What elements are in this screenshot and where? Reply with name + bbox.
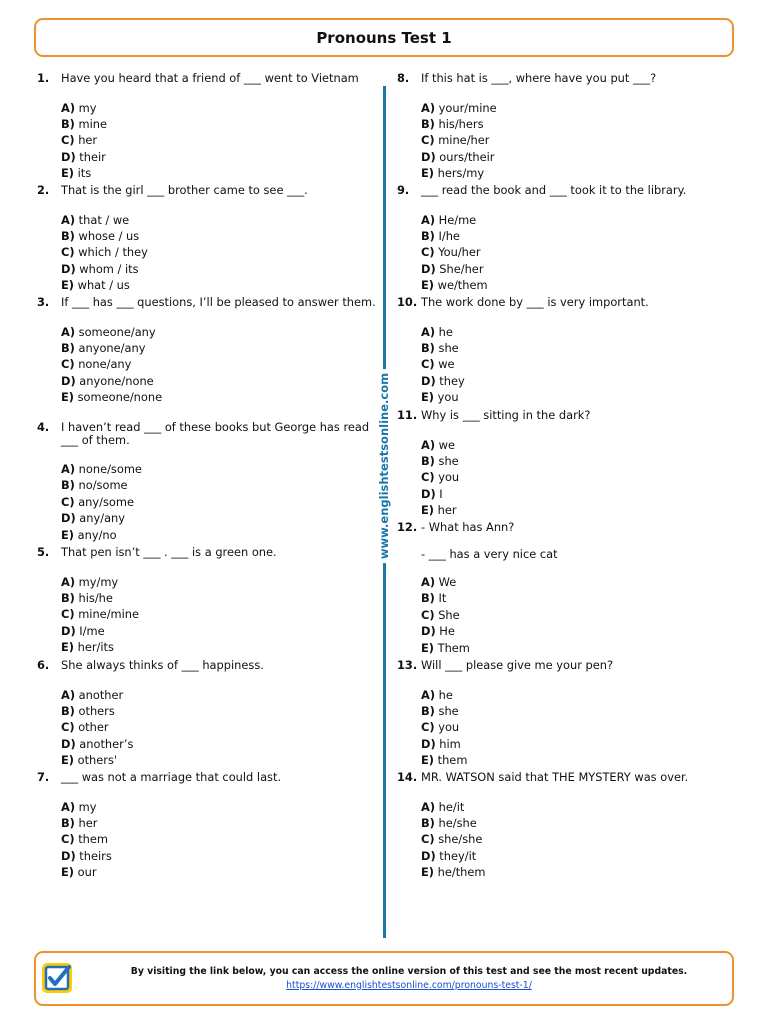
option-text: you bbox=[437, 390, 459, 405]
option-letter: A) bbox=[61, 100, 76, 115]
option-text: any/any bbox=[79, 511, 126, 526]
answer-option[interactable] bbox=[421, 389, 737, 405]
answer-option[interactable] bbox=[61, 494, 377, 510]
answer-option[interactable] bbox=[61, 719, 377, 735]
answer-option[interactable] bbox=[61, 340, 377, 356]
question-number: 6. bbox=[37, 658, 50, 672]
option-letter: C) bbox=[61, 607, 75, 622]
answer-option[interactable] bbox=[421, 703, 737, 719]
question-text: Will ___ please give me your pen? bbox=[421, 658, 614, 672]
option-text: Them bbox=[437, 640, 470, 655]
option-text: they/it bbox=[439, 848, 477, 863]
option-text: what / us bbox=[77, 278, 130, 293]
option-letter: D) bbox=[421, 261, 436, 276]
answer-option[interactable] bbox=[421, 486, 737, 502]
footer-text: By visiting the link below, you can access the online version of this test and see the most recent updates. bbox=[130, 966, 688, 977]
option-letter: B) bbox=[421, 340, 435, 355]
option-letter: A) bbox=[421, 575, 436, 589]
option-text: your/mine bbox=[438, 100, 497, 115]
answer-option[interactable] bbox=[421, 324, 737, 340]
option-text: her bbox=[78, 133, 98, 148]
option-letter: C) bbox=[421, 245, 435, 260]
question bbox=[397, 409, 737, 422]
answer-option[interactable] bbox=[61, 736, 377, 752]
answer-option[interactable] bbox=[421, 100, 737, 116]
option-text: ours/their bbox=[439, 149, 495, 164]
option-list bbox=[421, 100, 737, 182]
question-block bbox=[397, 296, 737, 405]
option-list bbox=[421, 687, 737, 769]
option-text: his/he bbox=[78, 590, 113, 605]
question bbox=[37, 659, 377, 672]
option-letter: A) bbox=[61, 574, 76, 589]
option-text: theirs bbox=[79, 848, 112, 863]
option-text: It bbox=[438, 591, 447, 606]
option-text: you bbox=[438, 720, 460, 735]
option-text: anyone/none bbox=[79, 373, 154, 388]
question-number: 12. bbox=[397, 520, 418, 534]
option-list bbox=[61, 100, 377, 182]
option-text: whom / its bbox=[79, 261, 139, 276]
option-letter: C) bbox=[421, 720, 435, 735]
side-url: www.englishtestsonline.com bbox=[377, 369, 391, 563]
option-text: hers/my bbox=[437, 166, 485, 181]
footer-link[interactable]: https://www.englishtestsonline.com/pronouns-test-1/ bbox=[286, 980, 532, 991]
option-letter: D) bbox=[421, 373, 436, 388]
question-number: 3. bbox=[37, 295, 50, 309]
question-block bbox=[397, 409, 737, 518]
question-block bbox=[397, 184, 737, 293]
question-number: 2. bbox=[37, 183, 50, 197]
option-text: none/some bbox=[78, 462, 142, 476]
answer-option[interactable] bbox=[61, 228, 377, 244]
option-letter: D) bbox=[61, 511, 76, 526]
option-letter: A) bbox=[421, 687, 436, 702]
option-letter: A) bbox=[61, 687, 76, 702]
answer-option[interactable] bbox=[421, 244, 737, 260]
option-text: mine/her bbox=[438, 133, 490, 148]
option-letter: C) bbox=[421, 607, 435, 622]
footer-box bbox=[34, 951, 734, 1006]
option-letter: E) bbox=[421, 640, 434, 655]
option-text: He/me bbox=[438, 212, 477, 227]
answer-option[interactable] bbox=[61, 574, 377, 590]
option-text: She/her bbox=[439, 261, 484, 276]
question-number: 14. bbox=[397, 770, 418, 784]
option-text: their bbox=[79, 149, 106, 164]
option-letter: E) bbox=[421, 390, 434, 405]
option-letter: B) bbox=[421, 815, 435, 830]
question bbox=[397, 296, 737, 309]
answer-option[interactable] bbox=[421, 864, 737, 880]
option-letter: C) bbox=[421, 470, 435, 485]
answer-option[interactable] bbox=[61, 639, 377, 655]
question bbox=[37, 546, 377, 559]
option-text: my/my bbox=[78, 574, 119, 589]
answer-option[interactable] bbox=[61, 165, 377, 181]
answer-option[interactable] bbox=[421, 623, 737, 639]
option-letter: C) bbox=[421, 832, 435, 847]
option-letter: D) bbox=[421, 624, 436, 639]
answer-option[interactable] bbox=[421, 736, 737, 752]
question-number: 7. bbox=[37, 770, 50, 784]
question-block bbox=[397, 659, 737, 768]
question bbox=[37, 771, 377, 784]
question-number: 10. bbox=[397, 295, 418, 309]
option-text: her bbox=[437, 503, 457, 518]
option-letter: D) bbox=[61, 736, 76, 751]
option-letter: B) bbox=[61, 815, 75, 830]
option-text: which / they bbox=[78, 245, 148, 260]
option-letter: B) bbox=[61, 228, 75, 243]
option-text: his/hers bbox=[438, 116, 484, 131]
option-text: she bbox=[438, 453, 459, 468]
answer-option[interactable] bbox=[61, 356, 377, 372]
question bbox=[397, 771, 737, 784]
answer-option[interactable] bbox=[61, 389, 377, 405]
question-number: 8. bbox=[397, 71, 410, 85]
question-text: ___ was not a marriage that could last. bbox=[61, 770, 282, 784]
option-letter: C) bbox=[421, 133, 435, 148]
option-text: we bbox=[438, 437, 455, 452]
answer-option[interactable] bbox=[421, 212, 737, 228]
question-text: The work done by ___ is very important. bbox=[421, 295, 649, 309]
answer-option[interactable] bbox=[421, 165, 737, 181]
option-text: someone/none bbox=[77, 390, 163, 405]
answer-option[interactable] bbox=[61, 848, 377, 864]
option-letter: A) bbox=[421, 799, 436, 814]
question-text: If this hat is ___, where have you put ___? bbox=[421, 71, 657, 85]
answer-option[interactable] bbox=[421, 831, 737, 847]
option-text: we/them bbox=[437, 278, 488, 293]
option-letter: E) bbox=[421, 753, 434, 768]
option-letter: E) bbox=[421, 278, 434, 293]
answer-option[interactable] bbox=[421, 799, 737, 815]
option-list bbox=[421, 799, 737, 881]
option-text: he bbox=[438, 324, 453, 339]
option-text: another bbox=[78, 687, 124, 702]
option-letter: A) bbox=[61, 462, 76, 476]
option-letter: B) bbox=[421, 116, 435, 131]
option-text: its bbox=[77, 166, 92, 181]
option-letter: C) bbox=[421, 357, 435, 372]
answer-option[interactable] bbox=[421, 437, 737, 453]
option-text: we bbox=[438, 357, 455, 372]
option-text: mine/mine bbox=[78, 607, 140, 622]
question bbox=[397, 659, 737, 672]
option-text: you bbox=[438, 470, 460, 485]
answer-option[interactable] bbox=[61, 527, 377, 543]
option-text: She bbox=[438, 607, 460, 622]
answer-option[interactable] bbox=[421, 116, 737, 132]
option-text: We bbox=[438, 575, 457, 589]
option-letter: D) bbox=[421, 848, 436, 863]
option-letter: A) bbox=[61, 324, 76, 339]
option-letter: D) bbox=[61, 848, 76, 863]
option-text: others bbox=[78, 703, 115, 718]
option-text: he/it bbox=[438, 799, 465, 814]
question-block bbox=[37, 659, 377, 768]
option-text: he/she bbox=[438, 815, 477, 830]
option-text: none/any bbox=[78, 357, 132, 372]
answer-option[interactable] bbox=[61, 461, 377, 477]
option-text: they bbox=[439, 373, 465, 388]
question-number: 1. bbox=[37, 71, 50, 85]
option-letter: D) bbox=[61, 623, 76, 638]
answer-option[interactable] bbox=[421, 815, 737, 831]
question-text: I haven’t read ___ of these books but George has read ___ of them. bbox=[61, 420, 370, 447]
option-text: You/her bbox=[438, 245, 481, 260]
question-text: Why is ___ sitting in the dark? bbox=[421, 408, 591, 422]
answer-option[interactable] bbox=[61, 687, 377, 703]
option-letter: C) bbox=[61, 357, 75, 372]
question bbox=[397, 72, 737, 85]
option-text: she/she bbox=[438, 832, 483, 847]
question-text: That is the girl ___ brother came to see ___. bbox=[61, 183, 308, 197]
option-letter: C) bbox=[61, 133, 75, 148]
answer-option[interactable] bbox=[421, 719, 737, 735]
answer-option[interactable] bbox=[421, 149, 737, 165]
option-text: any/some bbox=[78, 494, 134, 509]
answer-option[interactable] bbox=[61, 132, 377, 148]
answer-option[interactable] bbox=[421, 261, 737, 277]
answer-option[interactable] bbox=[421, 590, 737, 606]
option-text: others' bbox=[77, 753, 118, 768]
option-letter: E) bbox=[421, 166, 434, 181]
option-letter: B) bbox=[61, 116, 75, 131]
answer-option[interactable] bbox=[421, 607, 737, 623]
option-letter: E) bbox=[61, 278, 74, 293]
option-letter: B) bbox=[421, 453, 435, 468]
question bbox=[397, 521, 737, 534]
option-letter: D) bbox=[61, 261, 76, 276]
question-block bbox=[37, 72, 377, 181]
answer-option[interactable] bbox=[61, 864, 377, 880]
option-letter: C) bbox=[61, 832, 75, 847]
question-number: 9. bbox=[397, 183, 410, 197]
answer-option[interactable] bbox=[421, 453, 737, 469]
answer-option[interactable] bbox=[421, 277, 737, 293]
option-letter: E) bbox=[61, 390, 74, 405]
option-list bbox=[61, 799, 377, 881]
answer-option[interactable] bbox=[61, 116, 377, 132]
option-letter: A) bbox=[421, 324, 436, 339]
question-block bbox=[397, 771, 737, 880]
option-letter: E) bbox=[61, 166, 74, 181]
answer-option[interactable] bbox=[61, 324, 377, 340]
option-list bbox=[421, 324, 737, 406]
option-letter: E) bbox=[61, 865, 74, 880]
question-number: 5. bbox=[37, 545, 50, 559]
answer-option[interactable] bbox=[421, 132, 737, 148]
answer-option[interactable] bbox=[61, 606, 377, 622]
option-letter: C) bbox=[61, 245, 75, 260]
option-text: other bbox=[78, 720, 109, 735]
option-text: I/he bbox=[438, 228, 460, 243]
answer-option[interactable] bbox=[421, 752, 737, 768]
option-text: she bbox=[438, 703, 459, 718]
answer-option[interactable] bbox=[61, 703, 377, 719]
option-list bbox=[421, 437, 737, 519]
option-letter: D) bbox=[421, 486, 436, 501]
answer-option[interactable] bbox=[421, 640, 737, 656]
question bbox=[37, 184, 377, 197]
answer-option[interactable] bbox=[421, 469, 737, 485]
question-text: ___ read the book and ___ took it to the library. bbox=[421, 183, 687, 197]
option-list bbox=[61, 687, 377, 769]
answer-option[interactable] bbox=[61, 590, 377, 606]
option-text: I/me bbox=[79, 623, 105, 638]
option-text: her/its bbox=[77, 640, 114, 655]
answer-option[interactable] bbox=[421, 228, 737, 244]
option-letter: E) bbox=[61, 527, 74, 542]
option-text: my bbox=[78, 100, 97, 115]
answer-option[interactable] bbox=[61, 799, 377, 815]
answer-option[interactable] bbox=[61, 149, 377, 165]
answer-option[interactable] bbox=[421, 373, 737, 389]
title-box bbox=[34, 18, 734, 57]
option-letter: D) bbox=[421, 736, 436, 751]
answer-option[interactable] bbox=[61, 212, 377, 228]
option-letter: A) bbox=[61, 212, 76, 227]
question-block bbox=[37, 296, 377, 405]
option-text: no/some bbox=[78, 478, 128, 493]
question-text: Have you heard that a friend of ___ went to Vietnam bbox=[61, 71, 359, 85]
answer-option[interactable] bbox=[421, 848, 737, 864]
option-text: them bbox=[437, 753, 468, 768]
option-text: her bbox=[78, 815, 98, 830]
answer-option[interactable] bbox=[421, 340, 737, 356]
option-text: someone/any bbox=[78, 324, 156, 339]
answer-option[interactable] bbox=[421, 356, 737, 372]
answer-option[interactable] bbox=[61, 623, 377, 639]
question bbox=[37, 72, 377, 85]
option-letter: B) bbox=[421, 591, 435, 606]
option-letter: B) bbox=[61, 703, 75, 718]
answer-option[interactable] bbox=[421, 502, 737, 518]
option-list bbox=[61, 574, 377, 656]
answer-option[interactable] bbox=[61, 261, 377, 277]
option-text: I bbox=[439, 486, 443, 501]
option-text: our bbox=[77, 865, 97, 880]
option-letter: D) bbox=[61, 149, 76, 164]
option-letter: A) bbox=[421, 212, 436, 227]
option-letter: B) bbox=[421, 703, 435, 718]
option-text: he/them bbox=[437, 865, 486, 880]
answer-option[interactable] bbox=[61, 277, 377, 293]
answer-option[interactable] bbox=[421, 574, 737, 590]
option-letter: A) bbox=[421, 437, 436, 452]
option-letter: E) bbox=[421, 503, 434, 518]
option-letter: B) bbox=[61, 340, 75, 355]
option-text: that / we bbox=[78, 212, 130, 227]
option-letter: E) bbox=[61, 640, 74, 655]
option-letter: A) bbox=[421, 100, 436, 115]
option-list bbox=[61, 212, 377, 294]
option-letter: B) bbox=[421, 228, 435, 243]
option-letter: C) bbox=[61, 720, 75, 735]
answer-option[interactable] bbox=[61, 831, 377, 847]
question-text: That pen isn’t ___ . ___ is a green one. bbox=[61, 545, 277, 559]
option-text: whose / us bbox=[78, 228, 140, 243]
option-text: another’s bbox=[79, 736, 134, 751]
option-text: He bbox=[439, 624, 455, 639]
question-block bbox=[397, 521, 737, 656]
question-subline: - ___ has a very nice cat bbox=[421, 546, 558, 561]
question bbox=[397, 184, 737, 197]
question bbox=[37, 296, 377, 309]
question-block bbox=[37, 771, 377, 880]
question-number: 4. bbox=[37, 420, 50, 434]
question-text: - What has Ann? bbox=[421, 520, 515, 534]
option-text: my bbox=[78, 799, 97, 814]
option-letter: D) bbox=[421, 149, 436, 164]
option-text: mine bbox=[78, 116, 108, 131]
answer-option[interactable] bbox=[61, 100, 377, 116]
option-list bbox=[421, 574, 737, 656]
option-text: any/no bbox=[77, 527, 117, 542]
question bbox=[37, 421, 377, 446]
question-number: 13. bbox=[397, 658, 418, 672]
option-list bbox=[61, 324, 377, 406]
question-text: MR. WATSON said that THE MYSTERY was over. bbox=[421, 770, 689, 784]
question-block bbox=[397, 72, 737, 181]
option-text: she bbox=[438, 340, 459, 355]
question-text: If ___ has ___ questions, I’ll be pleased to answer them. bbox=[61, 295, 376, 309]
option-letter: E) bbox=[421, 865, 434, 880]
option-text: anyone/any bbox=[78, 340, 146, 355]
page-title: Pronouns Test 1 bbox=[316, 28, 452, 47]
option-letter: B) bbox=[61, 590, 75, 605]
option-text: him bbox=[439, 736, 461, 751]
question-text: She always thinks of ___ happiness. bbox=[61, 658, 264, 672]
question-number: 11. bbox=[397, 408, 418, 422]
answer-option[interactable] bbox=[61, 244, 377, 260]
answer-option[interactable] bbox=[61, 752, 377, 768]
answer-option[interactable] bbox=[61, 373, 377, 389]
answer-option[interactable] bbox=[61, 815, 377, 831]
question-block bbox=[37, 421, 377, 543]
question-block bbox=[37, 184, 377, 293]
option-letter: D) bbox=[61, 373, 76, 388]
option-text: them bbox=[78, 832, 108, 847]
checkbox-check-icon bbox=[40, 961, 74, 995]
option-letter: E) bbox=[61, 753, 74, 768]
option-list bbox=[421, 212, 737, 294]
option-letter: A) bbox=[61, 799, 76, 814]
option-text: he bbox=[438, 687, 453, 702]
option-letter: B) bbox=[61, 478, 75, 493]
answer-option[interactable] bbox=[61, 510, 377, 526]
question-block bbox=[37, 546, 377, 655]
answer-option[interactable] bbox=[61, 477, 377, 493]
answer-option[interactable] bbox=[421, 687, 737, 703]
option-list bbox=[61, 461, 377, 543]
option-letter: C) bbox=[61, 494, 75, 509]
